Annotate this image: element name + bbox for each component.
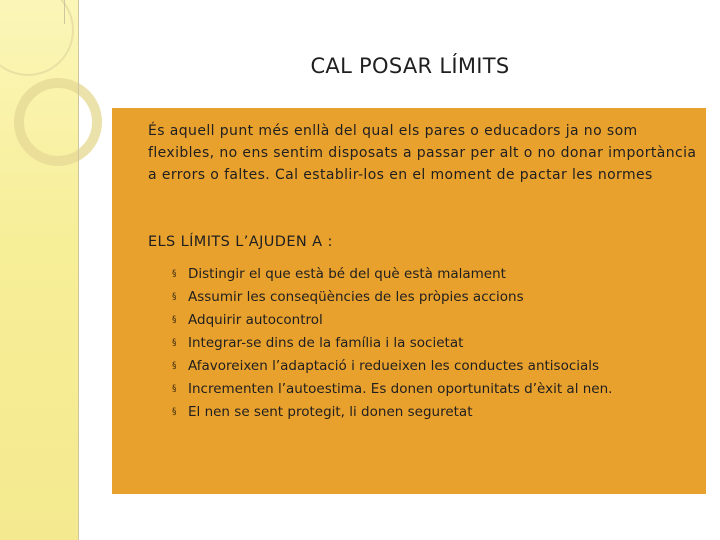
bullet-icon: §: [172, 360, 177, 371]
decorative-arc: [0, 0, 74, 76]
list-item: [172, 285, 612, 308]
list-item: [172, 262, 612, 285]
list-item-text: Integrar-se dins de la família i la societat: [188, 334, 464, 351]
list-item: [172, 354, 612, 377]
intro-paragraph: És aquell punt més enllà del qual els pares o educadors ja no som flexibles, no ens sentim disposats a passar per alt o no donar importància a errors o faltes. Cal establir-los en el moment de pactar les normes: [148, 123, 697, 183]
list-item: [172, 308, 612, 331]
list-heading: ELS LÍMITS L’AJUDEN A :: [148, 234, 333, 250]
list-item-text: El nen se sent protegit, li donen seguretat: [188, 403, 473, 420]
list-item-text: Assumir les conseqüències de les pròpies accions: [188, 288, 524, 305]
bullet-list: [172, 262, 612, 423]
bullet-icon: §: [172, 337, 177, 348]
decorative-sidebar: [0, 0, 78, 540]
bullet-icon: §: [172, 268, 177, 279]
list-item-text: Adquirir autocontrol: [188, 311, 323, 328]
bullet-icon: §: [172, 383, 177, 394]
bullet-icon: §: [172, 406, 177, 417]
bullet-icon: §: [172, 314, 177, 325]
sidebar-divider: [78, 0, 79, 540]
decorative-line: [64, 0, 65, 24]
slide-title: CAL POSAR LÍMITS: [310, 54, 510, 78]
list-item: [172, 331, 612, 354]
list-item: [172, 400, 612, 423]
bullet-icon: §: [172, 291, 177, 302]
decorative-circle: [14, 78, 102, 166]
list-item-text: Distingir el que està bé del què està malament: [188, 265, 506, 282]
list-item: [172, 377, 612, 400]
list-item-text: Incrementen l’autoestima. Es donen oportunitats d’èxit al nen.: [188, 380, 613, 397]
content-panel: [112, 108, 706, 494]
list-item-text: Afavoreixen l’adaptació i redueixen les conductes antisocials: [188, 357, 600, 374]
